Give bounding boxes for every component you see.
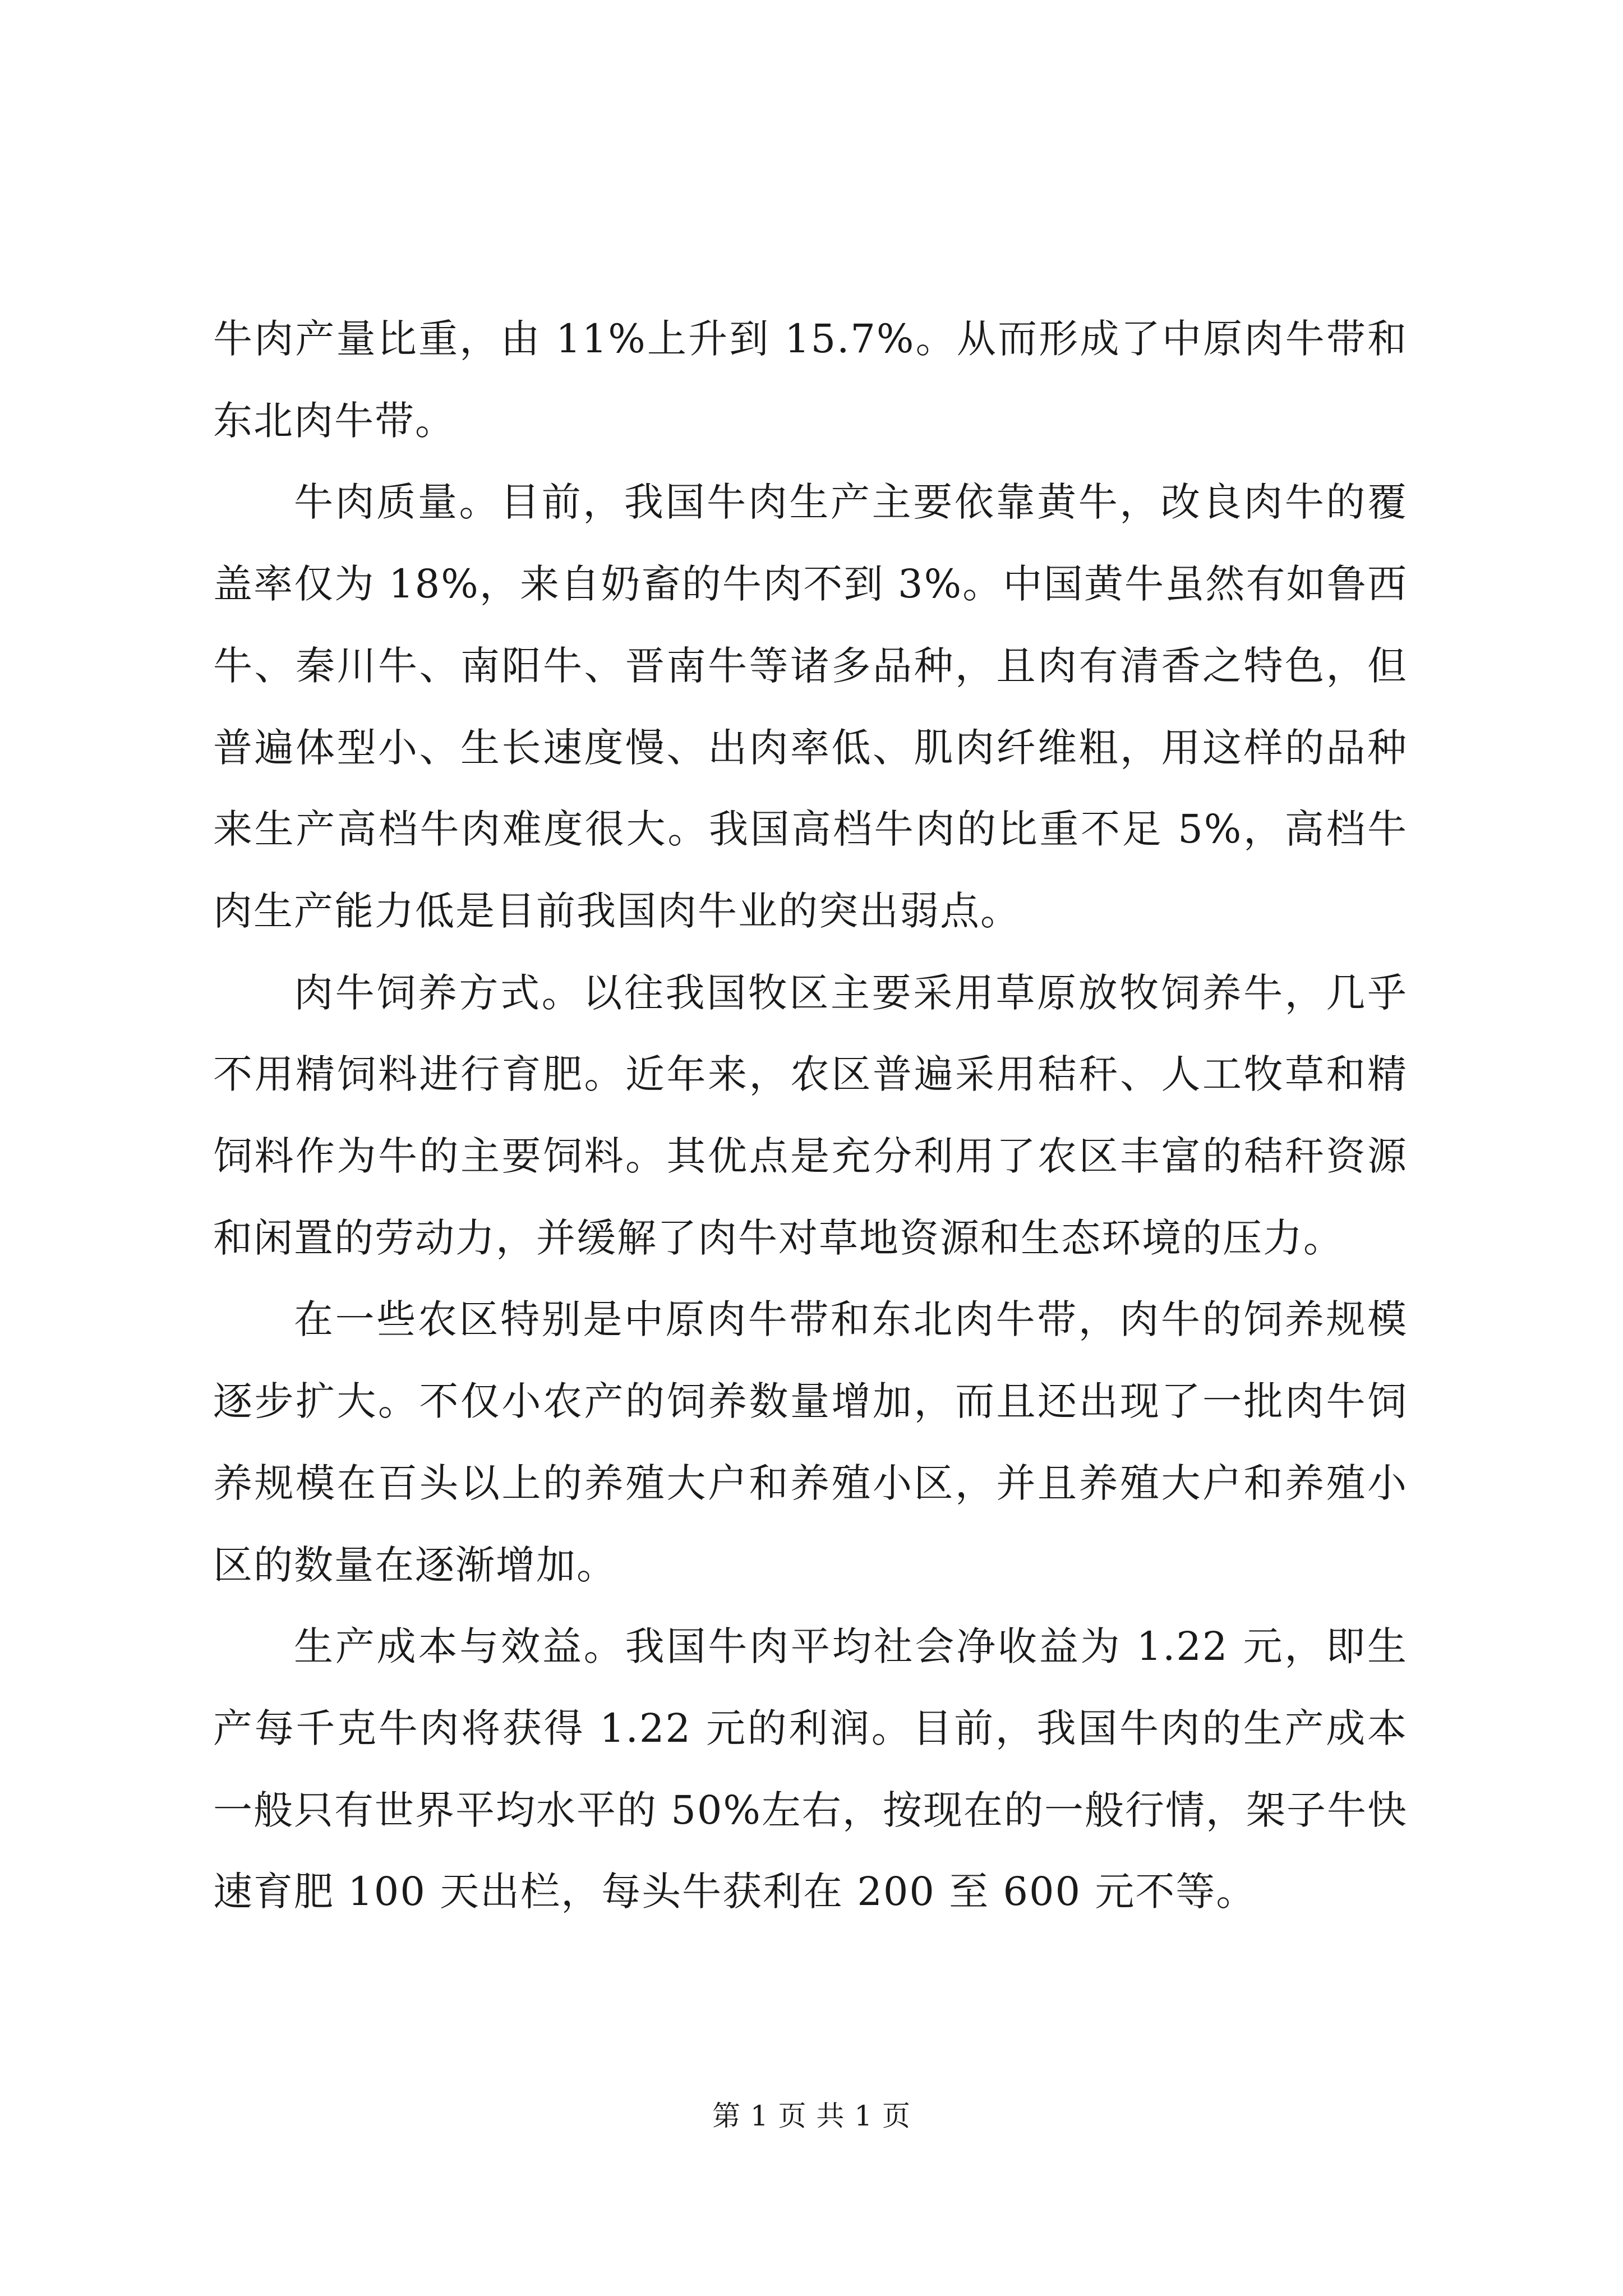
paragraph-1: 牛肉产量比重，由 11%上升到 15.7%。从而形成了中原肉牛带和东北肉牛带。 <box>213 316 1408 444</box>
paragraph-3: 肉牛饲养方式。以往我国牧区主要采用草原放牧饲养牛，几乎不用精饲料进行育肥。近年来，农区普遍采用秸秆、人工牧草和精饲料作为牛的主要饲料。其优点是充分利用了农区丰富的秸秆资源和闲置的劳动力，并缓解了肉牛对草地资源和生态环境的压力。 <box>213 969 1408 1261</box>
paragraph-5: 生产成本与效益。我国牛肉平均社会净收益为 1.22 元，即生产每千克牛肉将获得 1.22 元的利润。目前，我国牛肉的生产成本一般只有世界平均水平的 50%左右，按现在的一般行情，架子牛快速育肥 100 天出栏，每头牛获利在 200 至 600 元不等。 <box>213 1623 1408 1915</box>
paragraph-4: 在一些农区特别是中原肉牛带和东北肉牛带，肉牛的饲养规模逐步扩大。不仅小农产的饲养数量增加，而且还出现了一批肉牛饲养规模在百头以上的养殖大户和养殖小区，并且养殖大户和养殖小区的数量在逐渐增加。 <box>213 1296 1408 1588</box>
page-number-footer: 第 1 页 共 1 页 <box>712 2100 911 2132</box>
document-body <box>213 298 1408 1933</box>
paragraph-2: 牛肉质量。目前，我国牛肉生产主要依靠黄牛，改良肉牛的覆盖率仅为 18%，来自奶畜的牛肉不到 3%。中国黄牛虽然有如鲁西牛、秦川牛、南阳牛、晋南牛等诸多品种，且肉有清香之特色，但普遍体型小、生长速度慢、出肉率低、肌肉纤维粗，用这样的品种来生产高档牛肉难度很大。我国高档牛肉的比重不足 5%，高档牛肉生产能力低是目前我国肉牛业的突出弱点。 <box>213 479 1408 934</box>
